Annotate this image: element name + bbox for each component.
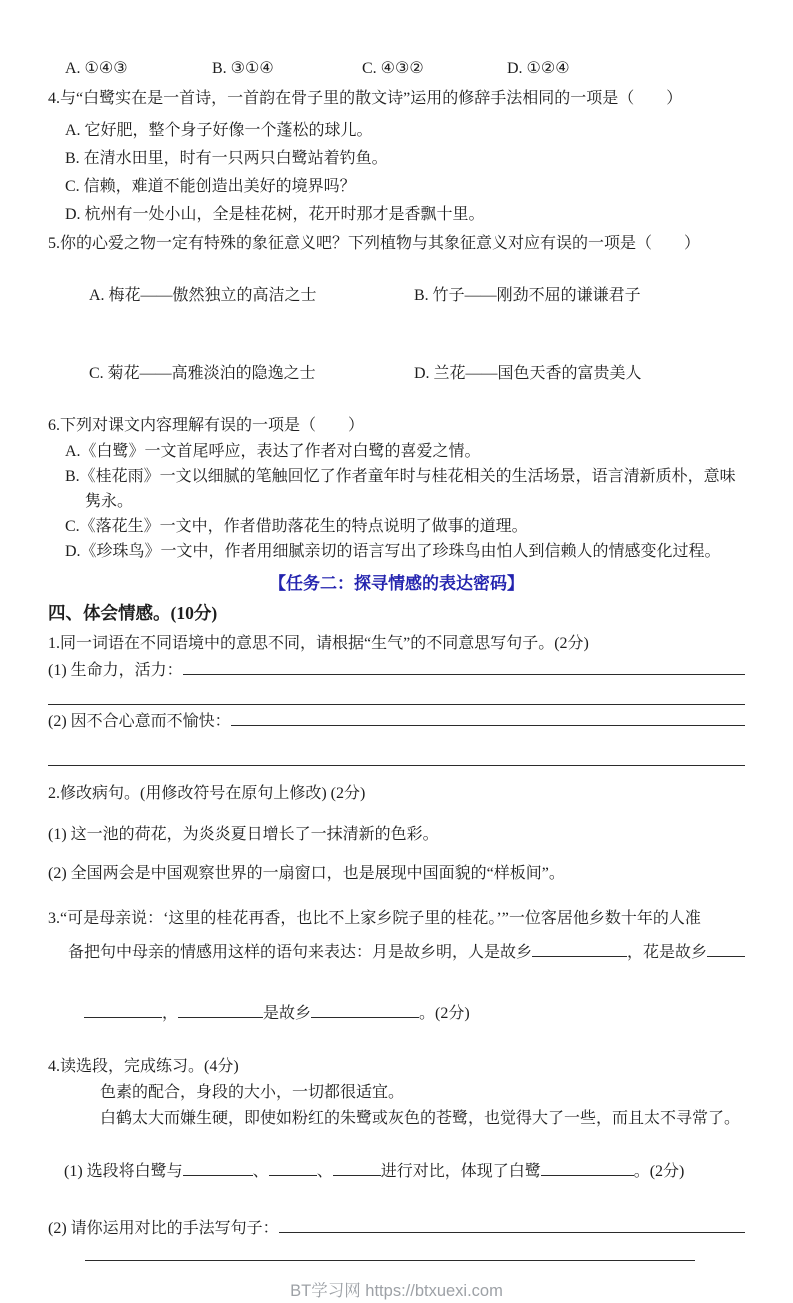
choice-row [65,55,745,82]
question-6-option-b: B.《桂花雨》一文以细腻的笔触回忆了作者童年时与桂花相关的生活场景，语言清新质朴，意味隽永。 [65,468,736,510]
s4-q4-blank-3 [333,1158,381,1176]
site-watermark: BT学习网 https://btxuexi.com [290,1282,503,1300]
s4-question-1-stem: 1.同一词语在不同语境中的意思不同，请根据“生气”的不同意思写句子。(2分) [48,635,589,652]
s4-q3-line-2-text-a: 备把句中母亲的情感用这样的语句来表达：月是故乡明，人是故乡 [68,944,533,961]
s4-q3-line-2-text-b: ，花是故乡 [627,944,708,961]
s4-q1-item-2-label: (2) 因不合心意而不愉快： [48,713,231,730]
s4-q2-item-2: (2) 全国两会是中国观察世界的一扇窗口，也是展现中国面貌的“样板间”。 [48,865,565,882]
s4-question-3-line-1: 3.“可是母亲说：‘这里的桂花再香，也比不上家乡院子里的桂花。’”一位客居他乡数十年的人准 [48,910,701,927]
question-6-option-c: C.《落花生》一文中，作者借助落花生的特点说明了做事的道理。 [65,518,528,535]
s4-question-2-stem: 2.修改病句。(用修改符号在原句上修改) (2分) [48,785,366,802]
s4-q4-item-1-sep-1: 、 [252,1163,269,1180]
s4-q3-blank-2 [707,939,745,957]
choice-d: D. ①②④ [507,60,570,77]
s4-q3-line-3-text-c: 。(2分) [419,1005,470,1022]
s4-q1-writing-line-1 [48,684,745,705]
s4-q1-item-1-label: (1) 生命力，活力： [48,662,183,679]
s4-q3-line-3-text-a: ， [162,1005,179,1022]
s4-q3-blank-4 [178,1000,263,1018]
question-5-options-row-2 [65,335,745,413]
question-5-option-a: A. 梅花——傲然独立的高洁之士 [89,287,317,304]
s4-question-4-stem: 4.读选段，完成练习。(4分) [48,1058,239,1075]
question-6-option-d: D.《珍珠鸟》一文中，作者用细腻亲切的语言写出了珍珠鸟由怕人到信赖人的情感变化过程。 [65,543,721,560]
s4-q4-item-2 [48,1215,745,1242]
s4-q1-item-1 [48,657,745,684]
s4-q4-item-2-blank [279,1215,745,1233]
s4-q4-item-1-text-c: 。(2分) [633,1163,685,1180]
s4-q4-blank-4 [541,1158,634,1176]
s4-q1-item-2-blank [231,708,745,726]
s4-q4-excerpt-1: 色素的配合，身段的大小，一切都很适宜。 [100,1084,405,1101]
s4-q4-item-1-text-a: (1) 选段将白鹭与 [64,1163,183,1180]
question-5-option-c: C. 菊花——高雅淡泊的隐逸之士 [89,365,316,382]
s4-q4-excerpt-2: 白鹤太大而嫌生硬，即使如粉红的朱鹭或灰色的苍鹭，也觉得大了一些，而且太不寻常了。 [100,1110,741,1127]
s4-q1-item-2 [48,708,745,735]
task2-banner: 【任务二：探寻情感的表达密码】 [269,574,524,593]
question-4-option-d: D. 杭州有一处小山，全是桂花树，花开时那才是香飘十里。 [65,206,485,223]
choice-b: B. ③①④ [212,60,274,77]
question-4-option-c: C. 信赖，难道不能创造出美好的境界吗？ [65,178,356,195]
question-4-options [48,117,745,229]
question-5-option-d: D. 兰花——国色天香的富贵美人 [414,365,642,382]
s4-q4-item-1 [48,1132,745,1211]
s4-q4-item-2-label: (2) 请你运用对比的手法写句子： [48,1220,279,1237]
question-5-stem: 5.你的心爱之物一定有特殊的象征意义吧？下列植物与其象征意义对应有误的一项是（ ） [48,235,701,252]
s4-q1-item-1-blank [183,657,745,675]
question-5-option-b: B. 竹子——刚劲不屈的谦谦君子 [414,287,641,304]
s4-question-3-line-2 [68,939,745,966]
question-5-options [48,257,745,413]
s4-q3-blank-3 [84,1000,162,1018]
s4-q4-writing-line [85,1242,695,1261]
s4-q4-blank-2 [269,1158,317,1176]
question-6-options [48,439,745,564]
s4-q4-item-1-sep-2: 、 [316,1163,333,1180]
question-4-option-a: A. 它好肥，整个身子好像一个蓬松的球儿。 [65,122,373,139]
s4-q4-blank-1 [183,1158,253,1176]
s4-q3-line-3-text-b: 是故乡 [263,1005,312,1022]
s4-q3-blank-1 [532,939,627,957]
choice-a: A. ①④③ [65,60,128,77]
s4-question-3-line-3 [68,973,745,1054]
section-4-title: 四、体会情感。(10分) [48,603,218,623]
s4-q4-item-1-text-b: 进行对比，体现了白鹭 [380,1163,541,1180]
s4-q2-item-1: (1) 这一池的荷花，为炎炎夏日增长了一抹清新的色彩。 [48,826,439,843]
question-6-option-a: A.《白鹭》一文首尾呼应，表达了作者对白鹭的喜爱之情。 [65,443,481,460]
s4-q3-blank-5 [311,1000,419,1018]
choice-c: C. ④③② [362,60,424,77]
question-4-stem: 4.与“白鹭实在是一首诗，一首韵在骨子里的散文诗”运用的修辞手法相同的一项是（ ） [48,90,683,107]
question-5-options-row-1 [65,257,745,335]
question-6-stem: 6.下列对课文内容理解有误的一项是（ ） [48,417,365,434]
s4-q1-writing-line-2 [48,735,745,766]
question-4-option-b: B. 在清水田里，时有一只两只白鹭站着钓鱼。 [65,150,388,167]
